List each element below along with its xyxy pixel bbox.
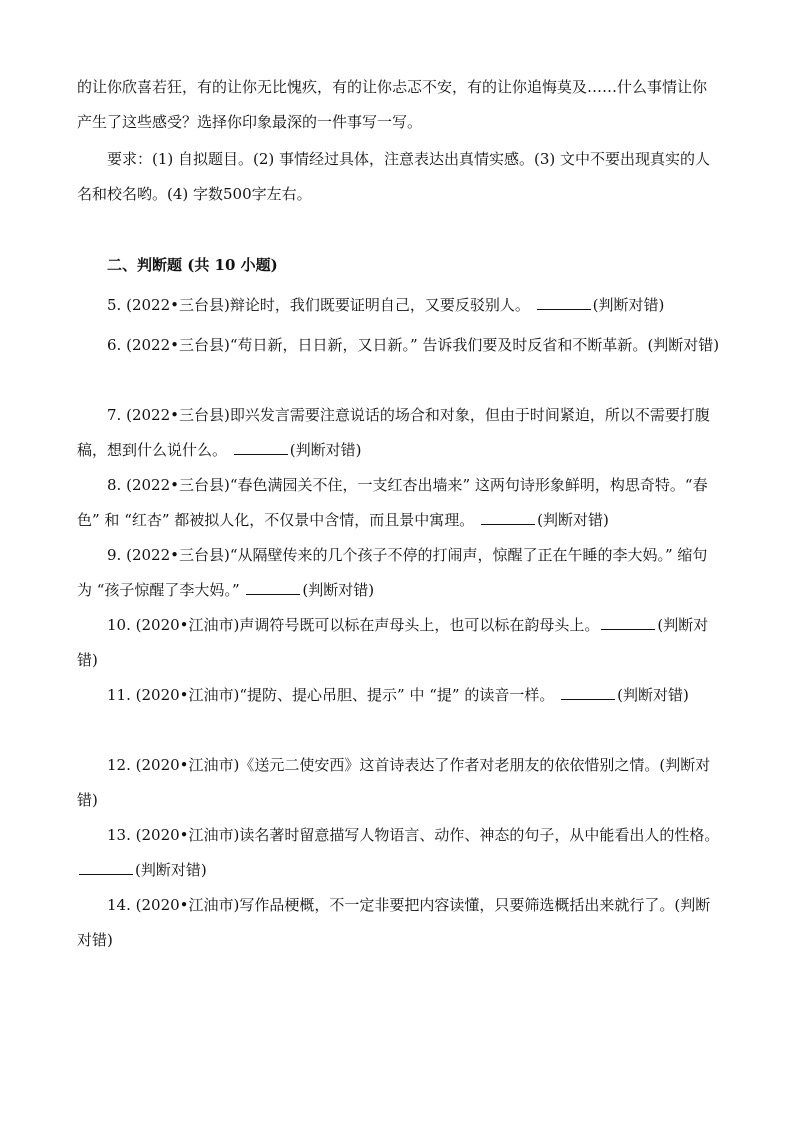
question-source: (2022•三台县) (126, 476, 230, 494)
answer-blank[interactable] (601, 615, 655, 630)
question-source: (2022•三台县) (126, 336, 230, 354)
question-number: 6. (107, 336, 122, 354)
answer-blank[interactable] (537, 295, 591, 310)
question-12 (77, 748, 722, 818)
question-14 (77, 888, 722, 958)
answer-blank[interactable] (234, 440, 288, 455)
question-tail: (判断对错) (135, 861, 207, 879)
question-source: (2022•三台县) (126, 546, 230, 564)
question-tail: (判断对错) (77, 616, 709, 669)
question-number: 9. (107, 546, 122, 564)
question-number: 10. (107, 616, 131, 634)
question-7 (77, 398, 722, 468)
question-5 (77, 288, 722, 323)
question-tail: (判断对错) (77, 896, 711, 949)
answer-blank[interactable] (481, 510, 535, 525)
question-tail: (判断对错) (302, 581, 375, 599)
question-text: 辩论时，我们既要证明自己，又要反驳别人。 (229, 296, 530, 314)
question-text: 《送元二使安西》这首诗表达了作者对老朋友的依依惜别之情。 (239, 756, 660, 774)
answer-blank[interactable] (79, 860, 133, 875)
question-source: (2020•江油市) (135, 826, 240, 844)
question-number: 5. (107, 296, 122, 314)
question-number: 13. (107, 826, 131, 844)
question-tail: (判断对错) (537, 511, 609, 529)
question-source: (2022•三台县) (126, 406, 230, 424)
question-tail: (判断对错) (617, 686, 689, 704)
question-text: “苟日新，日日新，又日新。” 告诉我们要及时反省和不断革新。 (229, 336, 648, 354)
question-source: (2020•江油市) (135, 686, 240, 704)
question-source: (2020•江油市) (135, 756, 240, 774)
question-number: 12. (107, 756, 131, 774)
question-8 (77, 468, 722, 538)
question-tail: (判断对错) (77, 756, 711, 809)
question-text: 声调符号既可以标在声母头上，也可以标在韵母头上。 (239, 616, 600, 634)
question-source: (2020•江油市) (135, 896, 240, 914)
question-text: “提防、提心吊胆、提示” 中 “提” 的读音一样。 (239, 686, 555, 704)
question-text: “从隔壁传来的几个孩子不停的打闹声，惊醒了正在午睡的李大妈。” 缩句为 “孩子惊醒了李大妈。” (77, 546, 708, 599)
question-source: (2022•三台县) (126, 296, 230, 314)
question-text: “春色满园关不住，一支红杏出墙来” 这两句诗形象鲜明，构思奇特。“春色” 和 “红杏” 都被拟人化，不仅景中含情，而且景中寓理。 (77, 476, 708, 529)
answer-blank[interactable] (246, 580, 300, 595)
question-tail: (判断对错) (289, 441, 362, 459)
question-6 (77, 328, 722, 363)
question-number: 14. (107, 896, 131, 914)
question-11 (77, 678, 722, 713)
question-13 (77, 818, 722, 888)
question-tail: (判断对错) (647, 336, 720, 354)
question-9 (77, 538, 722, 608)
question-10 (77, 608, 722, 678)
question-tail: (判断对错) (592, 296, 665, 314)
question-number: 8. (107, 476, 122, 494)
essay-requirements: 要求：(1) 自拟题目。(2) 事情经过具体，注意表达出真情实感。(3) 文中不要出现真实的人名和校名哟。(4) 字数500字左右。 (77, 150, 711, 203)
question-text: 写作品梗概，不一定非要把内容读懂，只要筛选概括出来就行了。 (239, 896, 675, 914)
section-title: 二、判断题 (共 10 小题) (107, 256, 278, 274)
answer-blank[interactable] (561, 685, 615, 700)
question-number: 11. (107, 686, 131, 704)
question-text: 读名著时留意描写人物语言、动作、神态的句子，从中能看出人的性格。 (239, 826, 720, 844)
question-source: (2020•江油市) (135, 616, 240, 634)
question-number: 7. (107, 406, 122, 424)
essay-prompt-text: 的让你欣喜若狂，有的让你无比愧疚，有的让你忐忑不安，有的让你追悔莫及……什么事情让你产生了这些感受？选择你印象最深的一件事写一写。 (77, 78, 708, 131)
question-text: 即兴发言需要注意说话的场合和对象，但由于时间紧迫，所以不需要打腹稿，想到什么说什么。 (77, 406, 710, 459)
